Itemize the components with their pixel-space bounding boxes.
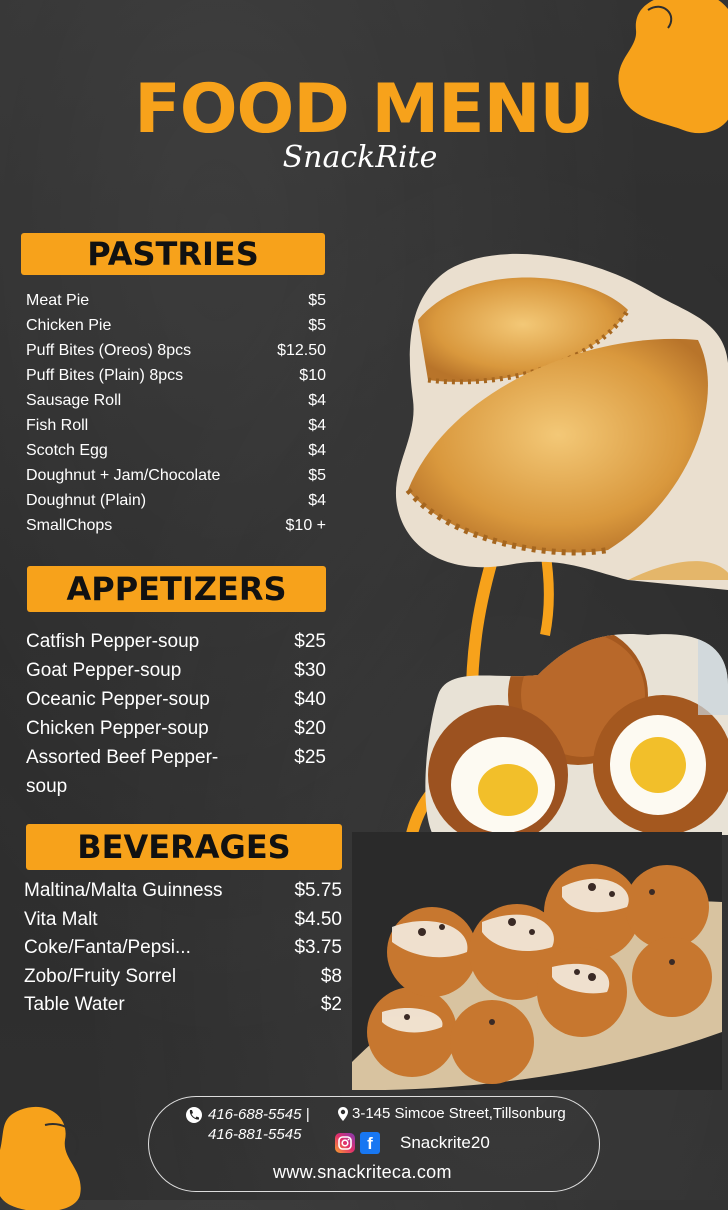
address-text: 3-145 Simcoe Street,Tillsonburg (352, 1105, 566, 1122)
list-item (26, 714, 326, 743)
item-price: $4 (308, 441, 326, 459)
social-handle[interactable]: Snackrite20 (400, 1133, 490, 1152)
list-item (24, 963, 342, 992)
list-item (26, 288, 326, 313)
menu-title: FOOD MENU (134, 70, 594, 149)
list-item (26, 743, 326, 801)
item-name: Oceanic Pepper-soup (26, 689, 210, 710)
beverages-list (24, 877, 342, 1020)
item-price: $20 (294, 718, 326, 739)
item-name: Puff Bites (Plain) 8pcs (26, 366, 184, 384)
phone-number-2[interactable]: 416-881-5545 (208, 1126, 302, 1143)
item-price: $5.75 (294, 880, 342, 902)
item-price: $4 (308, 491, 326, 509)
item-price: $10 (299, 366, 326, 384)
item-name: Zobo/Fruity Sorrel (24, 965, 177, 987)
list-item (24, 877, 342, 906)
list-item (26, 656, 326, 685)
puff-bites-photo (352, 832, 722, 1090)
facebook-icon[interactable]: f (360, 1132, 380, 1154)
item-price: $12.50 (277, 341, 326, 359)
item-price: $3.75 (294, 937, 342, 959)
item-name: SmallChops (26, 516, 113, 534)
list-item (26, 513, 326, 538)
item-price: $5 (308, 291, 326, 309)
item-name: Maltina/Malta Guinness (24, 880, 223, 902)
item-price: $10 + (285, 516, 326, 534)
item-name: Table Water (24, 994, 125, 1016)
pastries-heading: PASTRIES (21, 233, 325, 275)
list-item (26, 685, 326, 714)
item-price: $4.50 (294, 908, 342, 930)
appetizers-list (26, 627, 326, 801)
pastries-list (26, 288, 326, 538)
item-price: $2 (320, 994, 342, 1016)
item-name: Chicken Pepper-soup (26, 718, 209, 739)
item-name: Catfish Pepper-soup (26, 631, 200, 652)
list-item (26, 363, 326, 388)
appetizers-heading: APPETIZERS (27, 566, 326, 612)
item-price: $4 (308, 416, 326, 434)
item-name: Meat Pie (26, 291, 90, 309)
phone-icon (186, 1107, 202, 1123)
item-name: Fish Roll (26, 416, 89, 434)
list-item (26, 438, 326, 463)
item-price: $8 (320, 965, 342, 987)
list-item (26, 338, 326, 363)
item-name: Chicken Pie (26, 316, 112, 334)
item-price: $25 (294, 747, 326, 768)
location-pin-icon (335, 1106, 351, 1122)
meat-pies-photo (388, 250, 728, 590)
brand-script-logo: SnackRite (282, 140, 438, 175)
list-item (24, 906, 342, 935)
list-item (26, 413, 326, 438)
item-name: Sausage Roll (26, 391, 122, 409)
item-price: $5 (308, 316, 326, 334)
item-name: Vita Malt (24, 908, 98, 930)
item-name: Doughnut + Jam/Chocolate (26, 466, 221, 484)
orange-blob-bottom-left (0, 1100, 100, 1210)
item-name: Scotch Egg (26, 441, 108, 459)
scotch-eggs-photo (418, 625, 728, 835)
item-name: Puff Bites (Oreos) 8pcs (26, 341, 192, 359)
item-price: $30 (294, 660, 326, 681)
item-price: $4 (308, 391, 326, 409)
item-name: Assorted Beef Pepper-soup (26, 747, 219, 797)
list-item (26, 488, 326, 513)
website-link[interactable]: www.snackriteca.com (273, 1162, 452, 1182)
instagram-icon[interactable] (335, 1133, 355, 1153)
list-item (24, 991, 342, 1020)
item-name: Goat Pepper-soup (26, 660, 182, 681)
list-item (26, 313, 326, 338)
item-price: $25 (294, 631, 326, 652)
beverages-heading: BEVERAGES (26, 824, 342, 870)
list-item (26, 463, 326, 488)
phone-number-1[interactable]: 416-688-5545 | (208, 1106, 310, 1123)
item-price: $5 (308, 466, 326, 484)
item-name: Doughnut (Plain) (26, 491, 147, 509)
list-item (26, 388, 326, 413)
list-item (26, 627, 326, 656)
item-name: Coke/Fanta/Pepsi... (24, 937, 191, 959)
list-item (24, 934, 342, 963)
item-price: $40 (294, 689, 326, 710)
